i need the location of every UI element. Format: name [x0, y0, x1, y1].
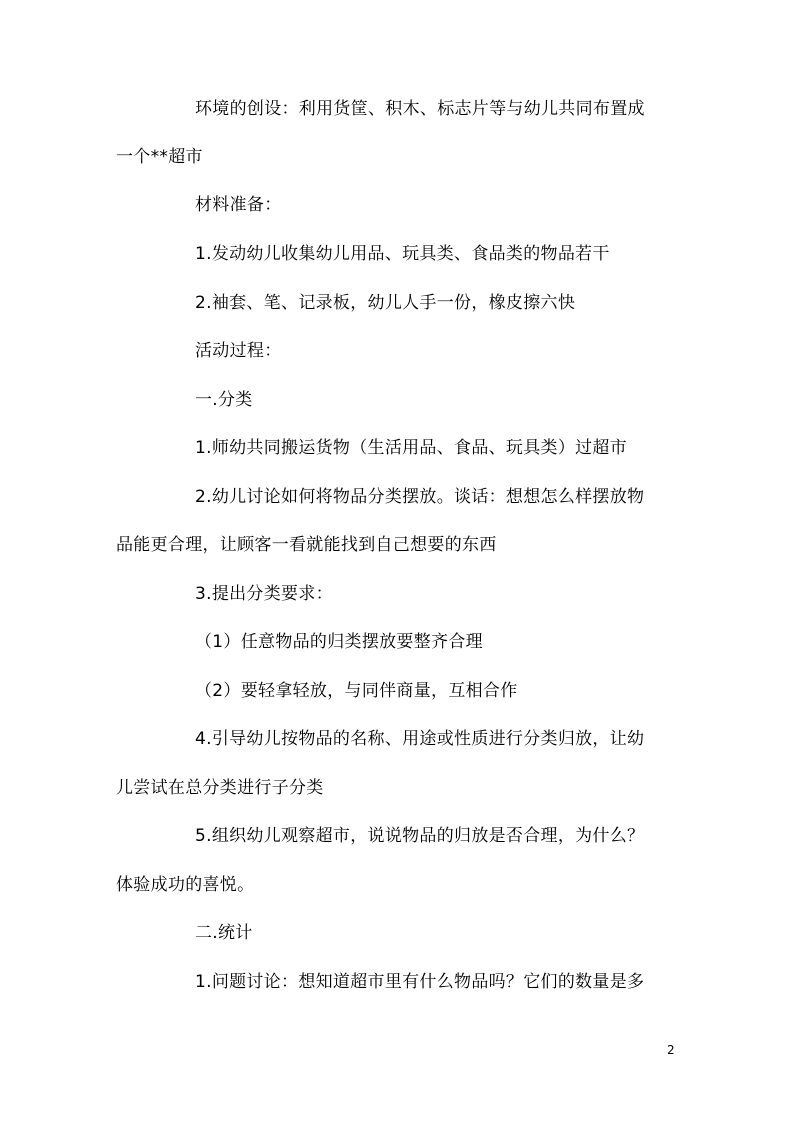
text-line: 1.问题讨论：想知道超市里有什么物品吗？它们的数量是多 — [195, 972, 645, 992]
text-line: 环境的创设：利用货筐、积木、标志片等与幼儿共同布置成 — [195, 99, 645, 119]
text-line: （2）要轻拿轻放，与同伴商量，互相合作 — [195, 681, 518, 701]
text-line: 材料准备： — [195, 195, 282, 215]
text-line: 活动过程： — [195, 341, 282, 361]
text-line: 儿尝试在总分类进行子分类 — [116, 778, 324, 798]
text-line: 1.发动幼儿收集幼儿用品、玩具类、食品类的物品若干 — [195, 244, 610, 264]
text-line: （1）任意物品的归类摆放要整齐合理 — [195, 632, 483, 652]
text-line: 品能更合理，让顾客一看就能找到自己想要的东西 — [116, 535, 497, 555]
text-line: 1.师幼共同搬运货物（生活用品、食品、玩具类）过超市 — [195, 438, 628, 458]
section-heading: 二.统计 — [195, 923, 253, 943]
text-line: 4.引导幼儿按物品的名称、用途或性质进行分类归放，让幼 — [195, 729, 645, 749]
text-line: 2.袖套、笔、记录板，幼儿人手一份，橡皮擦六快 — [195, 293, 576, 313]
text-line: 5.组织幼儿观察超市，说说物品的归放是否合理，为什么？ — [195, 826, 645, 846]
text-line: 2.幼儿讨论如何将物品分类摆放。谈话：想想怎么样摆放物 — [195, 487, 645, 507]
text-line: 3.提出分类要求： — [195, 584, 333, 604]
text-line: 一个**超市 — [116, 147, 203, 167]
page-number: 2 — [667, 1043, 675, 1057]
section-heading: 一.分类 — [195, 390, 253, 410]
text-line: 体验成功的喜悦。 — [116, 875, 255, 895]
